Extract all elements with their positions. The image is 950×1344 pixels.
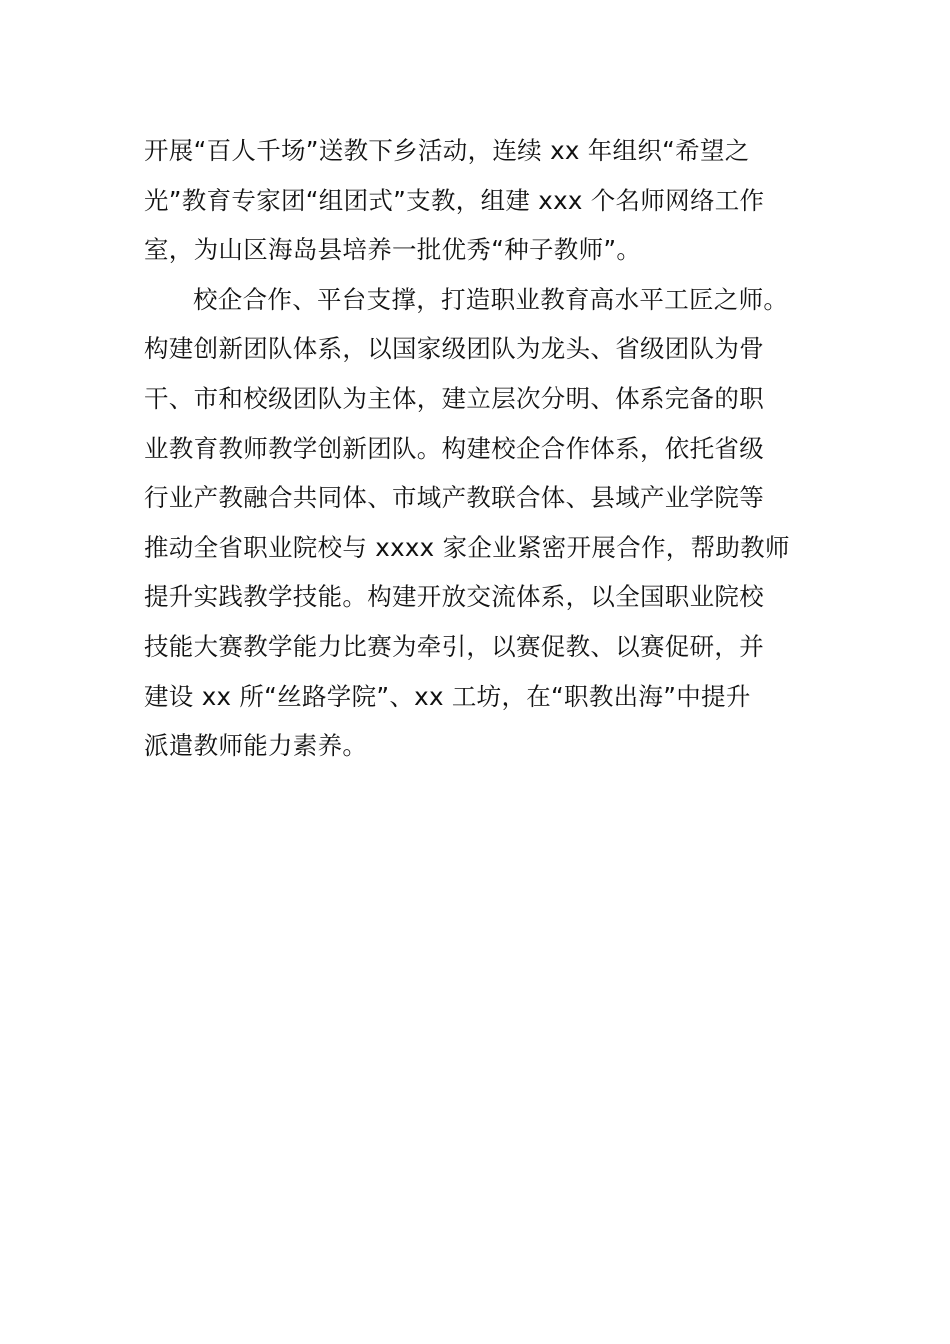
body-text bbox=[144, 126, 814, 771]
text-line: 技能大赛教学能力比赛为牵引，以赛促教、以赛促研，并 bbox=[144, 631, 764, 661]
paragraph-2 bbox=[144, 275, 814, 771]
text-line: 开展“百人千场”送教下乡活动，连续 xx 年组织“希望之 bbox=[144, 136, 750, 165]
text-line: 室，为山区海岛县培养一批优秀“种子教师”。 bbox=[144, 235, 642, 265]
text-line: 建设 xx 所“丝路学院”、xx 工坊，在“职教出海”中提升 bbox=[144, 681, 751, 711]
text-line: 派遣教师能力素养。 bbox=[144, 731, 368, 761]
text-line: 构建创新团队体系，以国家级团队为龙头、省级团队为骨 bbox=[144, 334, 764, 364]
text-line: 光”教育专家团“组团式”支教，组建 xxx 个名师网络工作 bbox=[144, 185, 765, 215]
text-line: 行业产教融合共同体、市域产教联合体、县域产业学院等 bbox=[144, 483, 764, 513]
text-line: 业教育教师教学创新团队。构建校企合作体系，依托省级 bbox=[144, 433, 764, 463]
text-line: 推动全省职业院校与 xxxx 家企业紧密开展合作，帮助教师 bbox=[144, 532, 790, 562]
paragraph-1 bbox=[144, 126, 814, 275]
text-line-first: 校企合作、平台支撑，打造职业教育高水平工匠之师。 bbox=[193, 284, 789, 314]
text-line: 干、市和校级团队为主体，建立层次分明、体系完备的职 bbox=[144, 383, 764, 413]
text-line: 提升实践教学技能。构建开放交流体系，以全国职业院校 bbox=[144, 582, 764, 612]
